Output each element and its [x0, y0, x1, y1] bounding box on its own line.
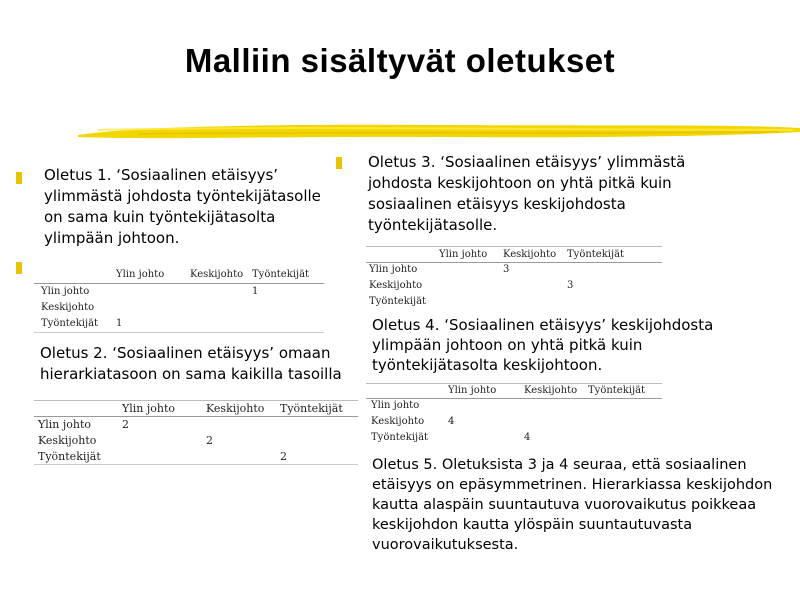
table2-row-ylin: Ylin johto — [38, 418, 92, 431]
bullet-oletus3 — [336, 157, 342, 169]
table1-rule — [34, 283, 324, 284]
table3-rule — [366, 262, 662, 263]
table1-row-tyont: Työntekijät — [41, 318, 99, 329]
bullet-oletus1 — [16, 172, 22, 184]
oletus4-text: Oletus 4. ‘Sosiaalinen etäisyys’ keskijohdosta ylimpään johtoon on yhtä pitkä kuin työntekijätasolta keskijohtoon. — [372, 316, 714, 374]
table1-row-ylin: Ylin johto — [41, 286, 90, 297]
table2-header-keski: Keskijohto — [206, 402, 265, 415]
table4-top-rule — [366, 383, 662, 384]
table4-rule — [366, 398, 662, 399]
table3-value: 3 — [567, 280, 574, 291]
table2-value: 2 — [122, 418, 129, 431]
table3 — [366, 246, 662, 310]
table4-header-keski: Keskijohto — [524, 385, 578, 396]
table3-row-ylin: Ylin johto — [369, 264, 418, 275]
table3-header-ylin: Ylin johto — [439, 249, 488, 260]
table2 — [34, 400, 358, 466]
table3-header-tyont: Työntekijät — [567, 249, 625, 260]
table1-value: 1 — [116, 318, 123, 329]
table4-row-keski: Keskijohto — [371, 416, 425, 427]
table3-top-rule — [366, 246, 662, 247]
oletus1-text: Oletus 1. ‘Sosiaalinen etäisyys’ ylimmästä johdosta työntekijätasolle on sama kuin työntekijätasolta ylimpään johtoon. — [44, 166, 321, 247]
table4-value: 4 — [448, 416, 455, 427]
table2-value: 2 — [280, 450, 287, 463]
table1 — [34, 266, 324, 336]
table1-bottom-rule — [34, 332, 324, 333]
table2-row-tyont: Työntekijät — [38, 450, 101, 463]
oletus2-text: Oletus 2. ‘Sosiaalinen etäisyys’ omaan hierarkiatasoon on sama kaikilla tasoilla — [40, 344, 342, 383]
oletus3-text: Oletus 3. ‘Sosiaalinen etäisyys’ ylimmästä johdosta keskijohtoon on yhtä pitkä kuin sosiaalinen etäisyys keskijohdosta työntekijätasolle. — [368, 153, 686, 234]
table2-row-keski: Keskijohto — [38, 434, 97, 447]
table1-value: 1 — [252, 286, 259, 297]
brush-stroke-divider — [78, 118, 800, 144]
table3-row-tyont: Työntekijät — [369, 296, 427, 307]
table4-header-ylin: Ylin johto — [448, 385, 497, 396]
table2-top-rule — [34, 400, 358, 401]
oletus5-text: Oletus 5. Oletuksista 3 ja 4 seuraa, että sosiaalinen etäisyys on epäsymmetrinen. Hierarkiassa keskijohdon kautta alaspäin suuntautuva vuorovaikutus poikkeaa keskijohdon kautta ylöspäin suuntautuvasta vuorovaikutuksesta. — [372, 457, 773, 553]
table4-value: 4 — [524, 432, 531, 443]
table1-header-keski: Keskijohto — [190, 269, 244, 280]
slide-title: Malliin sisältyvät oletukset — [184, 42, 616, 79]
table4-row-tyont: Työntekijät — [371, 432, 429, 443]
table1-header-ylin: Ylin johto — [116, 269, 165, 280]
table3-header-keski: Keskijohto — [503, 249, 557, 260]
table2-header-ylin: Ylin johto — [122, 402, 176, 415]
table4 — [366, 383, 662, 447]
table2-rule — [34, 416, 358, 417]
table2-header-tyont: Työntekijät — [280, 402, 343, 415]
table3-row-keski: Keskijohto — [369, 280, 423, 291]
table2-bottom-rule — [34, 464, 358, 465]
table1-header-tyont: Työntekijät — [252, 269, 310, 280]
table4-row-ylin: Ylin johto — [371, 400, 420, 411]
bullet-table1 — [16, 262, 22, 274]
table2-value: 2 — [206, 434, 213, 447]
table4-header-tyont: Työntekijät — [588, 385, 646, 396]
table3-value: 3 — [503, 264, 510, 275]
table1-row-keski: Keskijohto — [41, 302, 95, 313]
